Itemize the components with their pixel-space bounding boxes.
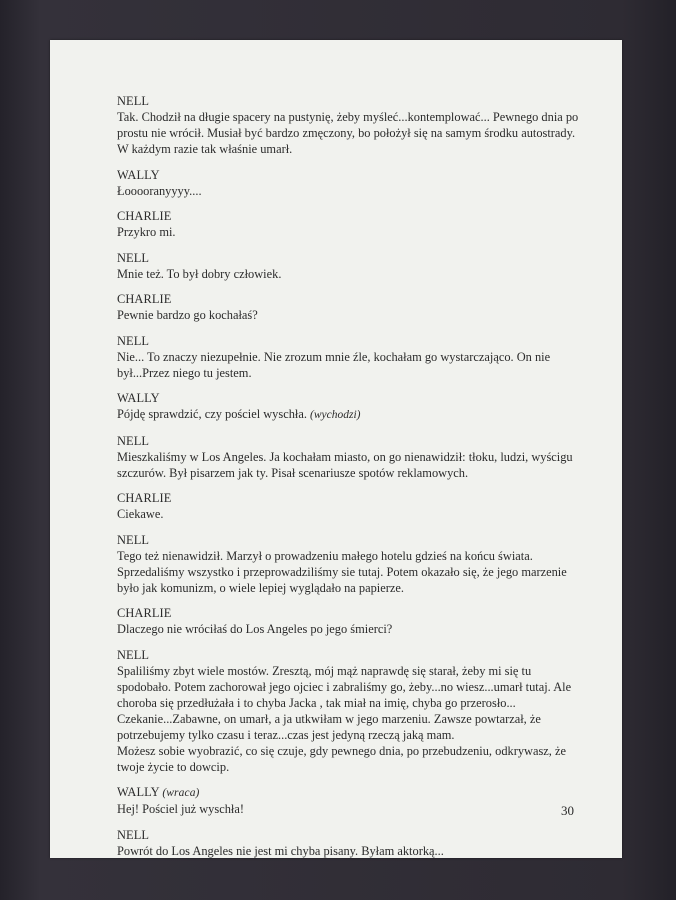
dialogue-block: [117, 390, 587, 423]
stage-direction: (wychodzi): [310, 409, 361, 421]
speech-text: Hej! Pościel już wyschła!: [117, 802, 244, 816]
dialogue-block: [117, 647, 587, 775]
speech-text: [117, 663, 587, 775]
speaker-name: NELL: [117, 827, 150, 842]
speech-text: Dlaczego nie wróciłaś do Los Angeles po jego śmierci?: [117, 622, 393, 636]
speech-text: Pewnie bardzo go kochałaś?: [117, 308, 258, 322]
dialogue-block: [117, 532, 587, 596]
speech-paragraph: Spaliliśmy zbyt wiele mostów. Zresztą, mój mąż naprawdę się starał, żeby mi się tu spodobało. Potem zachorował jego ojciec i zabraliśmy go, żeby...no wiesz...umarł tutaj. Ale choroba się przedłużała i to chyba Jacka , tak miał na imię, chyba go przerosło... Czekanie...Zabawne, on umarł, a ja utkwiłam w jego marzeniu. Zawsze powtarzał, że potrzebujemy tylko czasu i teraz...czas jest jedyną rzeczą jaką mam.: [117, 663, 572, 742]
dialogue-block: [117, 605, 587, 637]
speech-paragraph: Możesz sobie wyobrazić, co się czuje, gdy pewnego dnia, po przebudzeniu, odkrywasz, że twoje życie to dowcip.: [117, 743, 566, 774]
speech-text: Pójdę sprawdzić, czy pościel wyschła.: [117, 407, 307, 421]
speech-text: Tego też nienawidził. Marzył o prowadzeniu małego hotelu gdzieś na końcu świata. Sprzedaliśmy wszystko i przeprowadziliśmy sie tutaj. Potem okazało się, że jego marzenie było jak komunizm, o wiele lepiej wyglądało na papierze.: [117, 548, 567, 595]
stage-direction: (wraca): [162, 787, 200, 799]
dialogue-block: [117, 433, 587, 481]
speaker-name: CHARLIE: [117, 292, 172, 306]
script-page: [50, 40, 622, 858]
speech-text: Przykro mi.: [117, 225, 176, 239]
dialogue-block: [117, 93, 587, 157]
dialogue-list: [117, 93, 587, 868]
dialogue-block: [117, 827, 587, 859]
speaker-name: CHARLIE: [117, 606, 172, 620]
speaker-name: NELL: [117, 532, 150, 547]
speaker-name: WALLY: [117, 167, 160, 182]
speaker-name: NELL: [117, 647, 150, 662]
dialogue-block: [117, 784, 587, 817]
dialogue-block: [117, 250, 587, 282]
dialogue-block: [117, 291, 587, 323]
dialogue-block: [117, 208, 587, 240]
dialogue-block: [117, 333, 587, 381]
speech-text: Tak. Chodził na długie spacery na pustynię, żeby myśleć...kontemplować... Pewnego dnia po prostu nie wrócił. Musiał być bardzo zmęczony, bo położył się na samym środku autostrady. W każdym razie tak właśnie umarł.: [117, 110, 579, 156]
speech-text: Łooooranyyyy....: [117, 183, 202, 198]
speech-text: Mieszkaliśmy w Los Angeles. Ja kochałam miasto, on go nienawidził: tłoku, ludzi, wyścigu szczurów. Był pisarzem jak ty. Pisał scenariusze spotów reklamowych.: [117, 449, 573, 480]
speech-text: Ciekawe.: [117, 507, 164, 521]
speech-text: Mnie też. To był dobry człowiek.: [117, 266, 282, 281]
speaker-name: WALLY: [117, 785, 160, 799]
speaker-name: NELL: [117, 94, 150, 108]
speaker-name: CHARLIE: [117, 209, 172, 223]
speaker-name: CHARLIE: [117, 491, 172, 505]
speech-text: Powrót do Los Angeles nie jest mi chyba pisany. Byłam aktorką...: [117, 843, 444, 858]
page-number: 30: [561, 803, 574, 818]
speaker-name: WALLY: [117, 391, 160, 405]
speaker-name: NELL: [117, 250, 150, 265]
speaker-name: NELL: [117, 433, 150, 448]
speech-text: Nie... To znaczy niezupełnie. Nie zrozum mnie źle, kochałam go wystarczająco. On nie był...Przez niego tu jestem.: [117, 349, 551, 380]
speech-line: [117, 406, 587, 423]
speaker-name: NELL: [117, 333, 150, 348]
dialogue-block: [117, 490, 587, 522]
dialogue-block: [117, 167, 587, 199]
speaker-line: [117, 784, 587, 801]
